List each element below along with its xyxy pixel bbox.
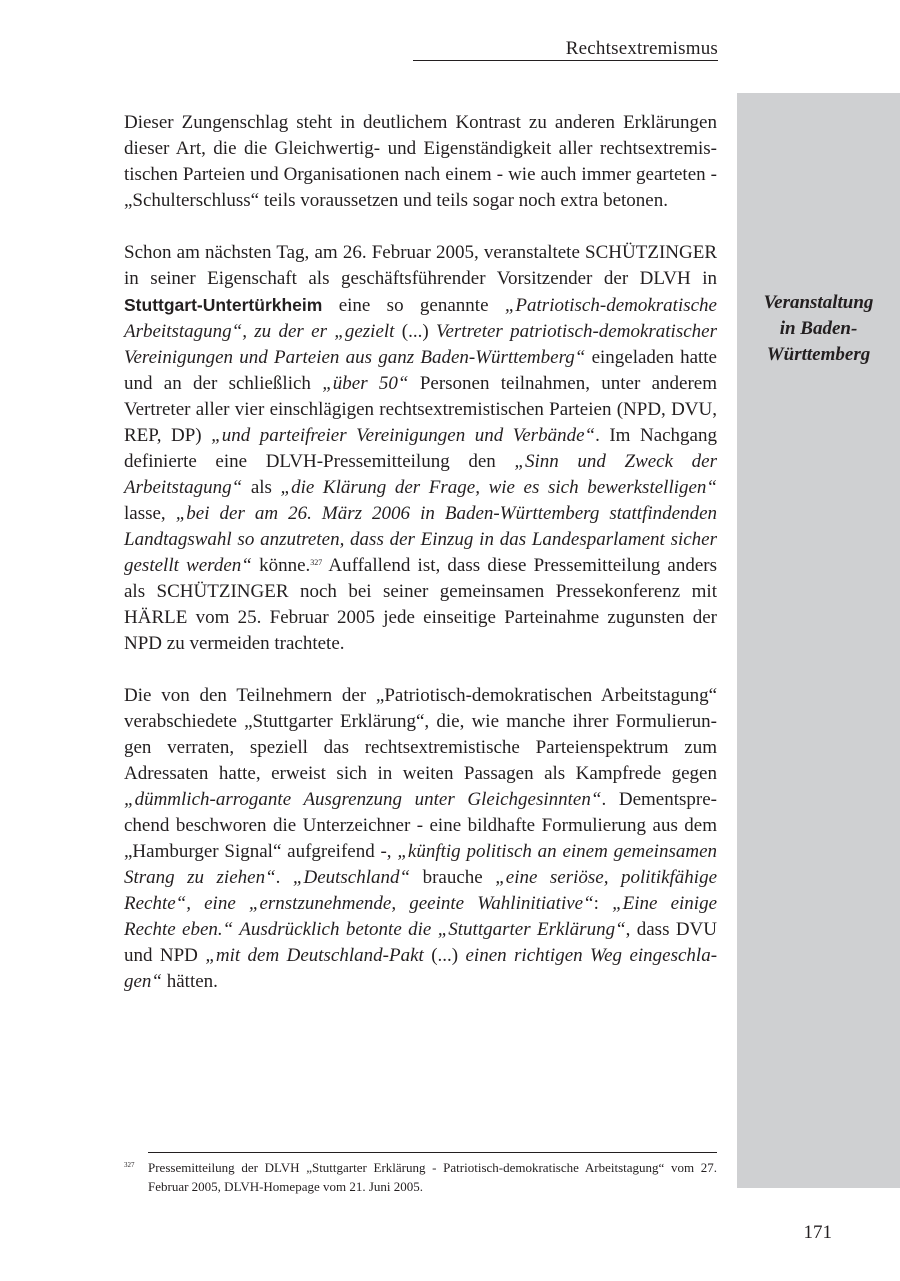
paragraph-3: Die von den Teilnehmern der „Patriotisch-demokratischen Arbeitstagung“ verabschiedete „Stuttgarter Erklärung“, die, wie manche ihrer Formulierungen verraten, speziell das rechtsextremistische Parteienspektrum zum Adressaten hatte, erweist sich in weiten Passagen als Kampfrede gegen „dümmlich-arrogante Ausgrenzung unter Gleichgesinnten“. Dementsprechend beschworen die Unterzeichner - eine bildhafte Formulierung aus dem „Hamburger Signal“ aufgreifend -, „künftig politisch an einem gemeinsamen Strang zu ziehen“. „Deutschland“ brauche „eine seriöse, politikfähige Rechte“, eine „ernstzunehmende, geeinte Wahlinitiative“: „Eine einige Rechte eben.“ Ausdrücklich betonte die „Stuttgarter Erklärung“, dass DVU und NPD „mit dem Deutschland-Pakt (...) einen richtigen Weg eingeschlagen“ hätten. <box>124 685 718 992</box>
page-number: 171 <box>803 1222 832 1243</box>
running-header: Rechtsextremismus <box>565 38 718 59</box>
paragraph-2: Schon am nächsten Tag, am 26. Februar 2005, veranstaltete SCHÜTZINGER in seiner Eigenschaft als geschäftsführender Vorsitzender der DLVH in Stuttgart-Untertürkheim eine so genannte „Patriotisch-demokratische Arbeitstagung“, zu der er „gezielt (...) Vertreter patriotisch-demokratischer Vereinigungen und Parteien aus ganz Baden-Württemberg“ eingeladen hatte und an der schließlich „über 50“ Personen teilnahmen, unter anderem Vertreter aller vier einschlägigen rechtsextremistischen Parteien (NPD, DVU, REP, DP) „und parteifreier Vereinigungen und Verbände“. Im Nachgang definierte eine DLVH-Pressemitteilung den „Sinn und Zweck der Arbeitstagung“ als „die Klärung der Frage, wie es sich bewerkstelligen“ lasse, „bei der am 26. März 2006 in Baden-Württemberg stattfindenden Landtagswahl so anzutreten, dass der Einzug in das Landesparlament sicher gestellt werden“ könne.$^{327}$ Auffallend ist, dass diese Pressemitteilung anders als SCHÜTZINGER noch bei seiner gemeinsamen Pressekonferenz mit HÄRLE vom 25. Februar 2005 jede einseitige Parteinahme zugunsten der NPD zu vermeiden trachtete. <box>124 242 718 654</box>
paragraph-1: Dieser Zungenschlag steht in deutlichem Kontrast zu anderen Erklärungen dieser Art, die die Gleichwertig- und Eigenständigkeit aller rechtsextremistischen Parteien und Organisationen nach einem - wie auch immer gearteten - „Schulterschluss“ teils voraussetzen und teils sogar noch extra betonen. <box>124 112 717 211</box>
footnote-reference[interactable]: 327 <box>310 558 323 567</box>
margin-note-line: Veranstaltung <box>763 292 874 313</box>
body-text <box>124 110 717 1021</box>
margin-sidebar <box>737 93 900 1188</box>
margin-note-line: Württemberg <box>766 344 871 365</box>
margin-note <box>737 290 900 368</box>
footnote <box>124 1158 717 1196</box>
margin-note-line: in Baden- <box>779 318 858 339</box>
footnote-rule <box>148 1152 717 1153</box>
header-rule <box>413 60 718 61</box>
footnote-number: 327 <box>124 1161 135 1169</box>
footnote-text: Pressemitteilung der DLVH „Stuttgarter Erklärung - Patriotisch-demokratische Arbeitstagung“ vom 27. Februar 2005, DLVH-Homepage vom 21. Juni 2005. <box>148 1160 717 1194</box>
place-name: Stuttgart-Untertürkheim <box>124 295 323 315</box>
